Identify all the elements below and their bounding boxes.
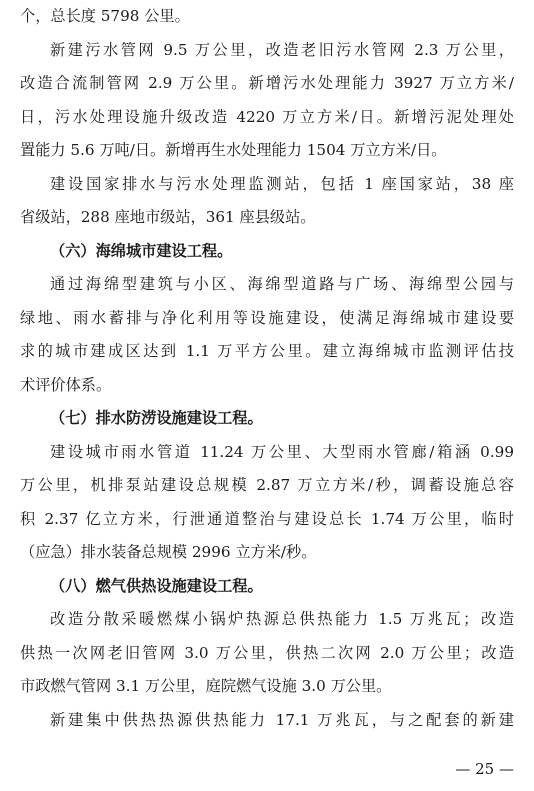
paragraph-line: 改造分散采暖燃煤小锅炉热源总供热能力 1.5 万兆瓦；改造 [50,610,514,628]
paragraph-line: 置能力 5.6 万吨/日。新增再生水处理能力 1504 万立方米/日。 [20,141,447,159]
paragraph-line: 日，污水处理设施升级改造 4220 万立方米/日。新增污泥处理处 [20,108,514,126]
paragraph-line: 市政燃气管网 3.1 万公里，庭院燃气设施 3.0 万公里。 [20,677,392,695]
page-number: — 25 — [455,760,514,778]
paragraph-line: 个，总长度 5798 公里。 [20,7,190,25]
paragraph-line: 术评价体系。 [20,376,112,394]
section-heading: （七）排水防涝设施建设工程。 [50,409,263,427]
paragraph-line: 建设国家排水与污水处理监测站，包括 1 座国家站，38 座 [50,175,514,193]
paragraph-line: 绿地、雨水蓄排与净化利用等设施建设，使满足海绵城市建设要 [20,309,514,327]
paragraph-line: 改造合流制管网 2.9 万公里。新增污水处理能力 3927 万立方米/ [20,74,514,92]
paragraph-line: （应急）排水装备总规模 2996 立方米/秒。 [20,543,317,561]
paragraph-line: 通过海绵型建筑与小区、海绵型道路与广场、海绵型公园与 [50,275,514,293]
paragraph-line: 省级站，288 座地市级站，361 座县级站。 [20,208,316,226]
paragraph-line: 新建污水管网 9.5 万公里，改造老旧污水管网 2.3 万公里， [50,41,514,59]
section-heading: （八）燃气供热设施建设工程。 [50,577,263,595]
paragraph-line: 供热一次网老旧管网 3.0 万公里，供热二次网 2.0 万公里；改造 [20,644,514,662]
paragraph-line: 万公里，机排泵站建设总规模 2.87 万立方米/秒，调蓄设施总容 [20,476,514,494]
paragraph-line: 积 2.37 亿立方米，行泄通道整治与建设总长 1.74 万公里，临时 [20,510,514,528]
paragraph-line: 新建集中供热热源供热能力 17.1 万兆瓦，与之配套的新建 [50,711,514,729]
paragraph-line: 求的城市建成区达到 1.1 万平方公里。建立海绵城市监测评估技 [20,342,514,360]
paragraph-line: 建设城市雨水管道 11.24 万公里、大型雨水管廊/箱涵 0.99 [50,443,514,461]
section-heading: （六）海绵城市建设工程。 [50,242,233,260]
